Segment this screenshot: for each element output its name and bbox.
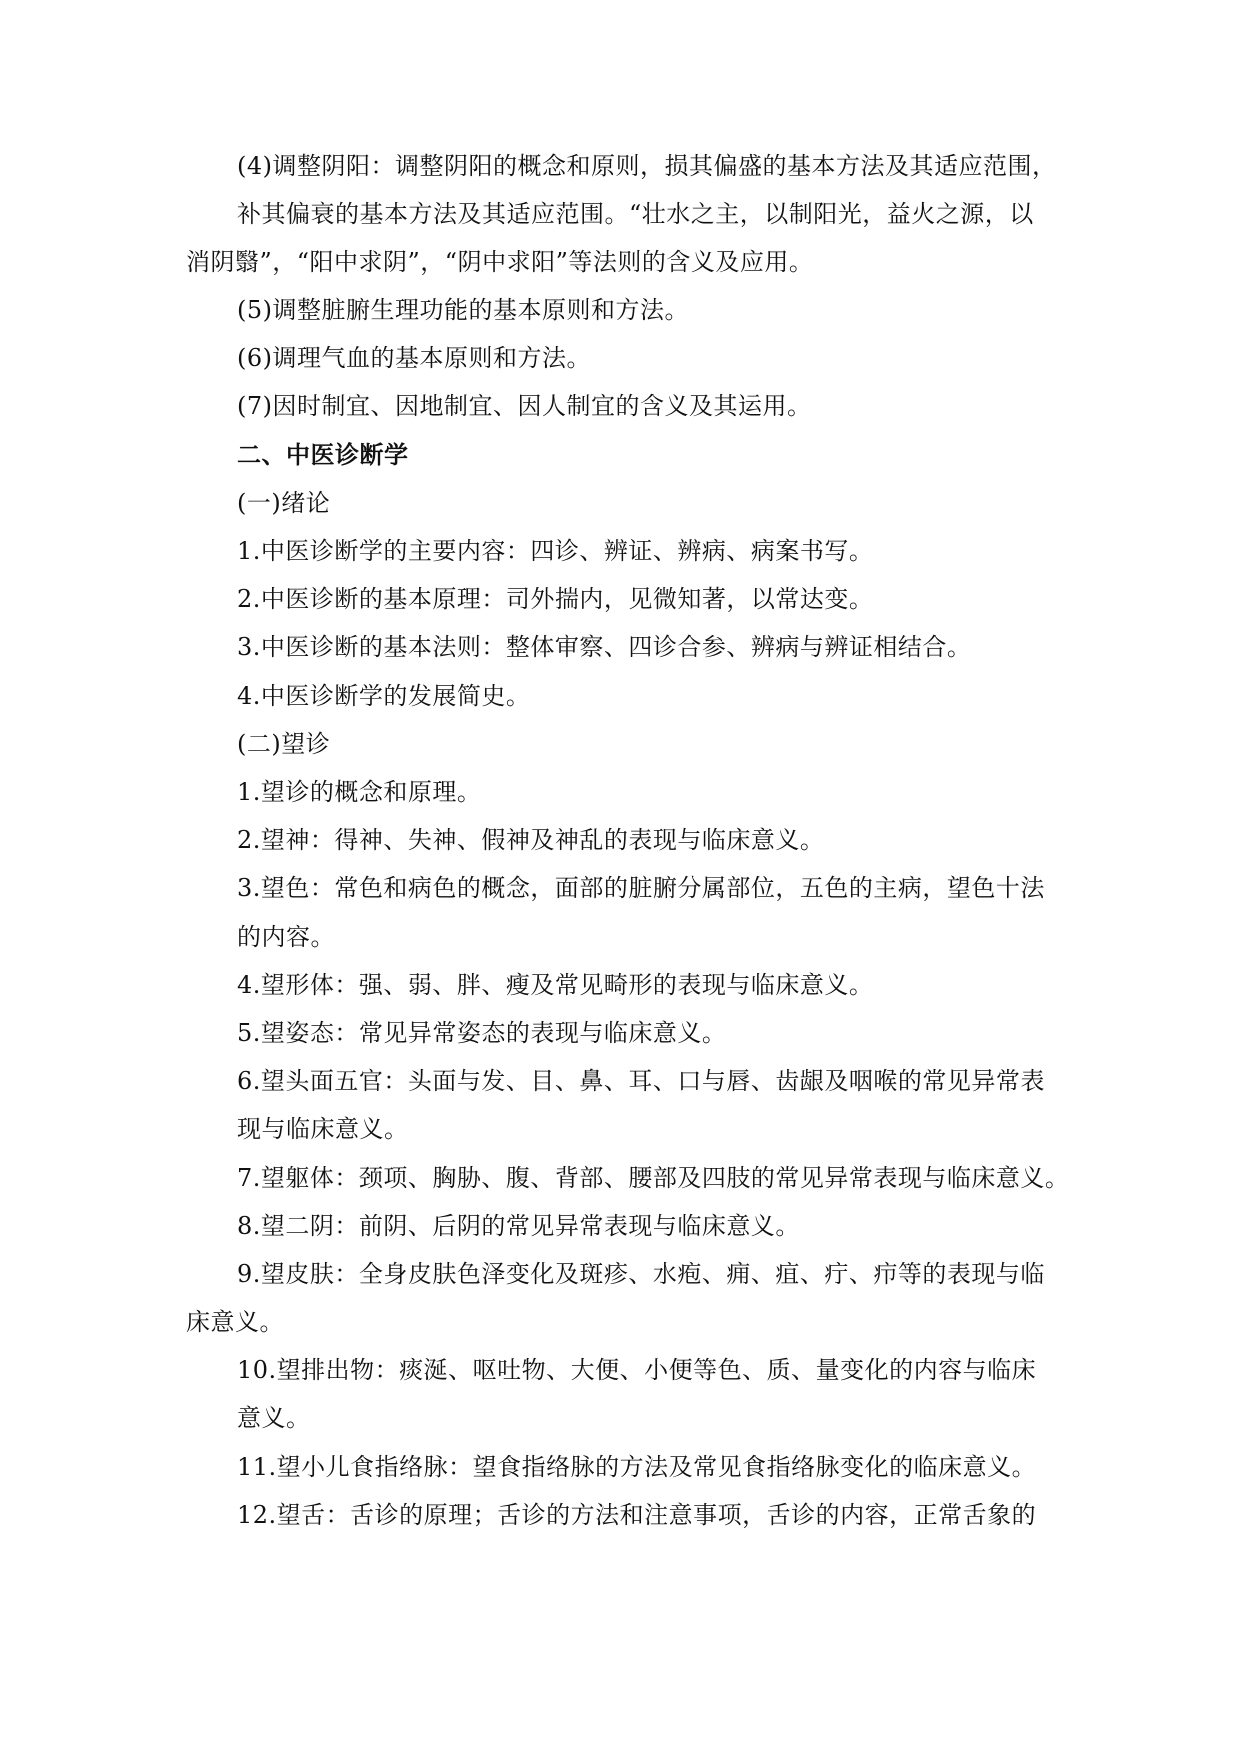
text-line: 9.望皮肤：全身皮肤色泽变化及斑疹、水疱、痈、疽、疔、疖等的表现与临 xyxy=(237,1260,1045,1288)
subsection-heading: (一)绪论 xyxy=(237,489,331,517)
text-line: 8.望二阴：前阴、后阴的常见异常表现与临床意义。 xyxy=(237,1212,800,1240)
text-line: 意义。 xyxy=(237,1404,311,1432)
text-line: 12.望舌：舌诊的原理；舌诊的方法和注意事项，舌诊的内容，正常舌象的 xyxy=(237,1501,1037,1529)
text-line: 1.望诊的概念和原理。 xyxy=(237,778,482,806)
text-line: (4)调整阴阳：调整阴阳的概念和原则，损其偏盛的基本方法及其适应范围， xyxy=(237,152,1057,180)
text-line: 2.望神：得神、失神、假神及神乱的表现与临床意义。 xyxy=(237,826,825,854)
text-line: 6.望头面五官：头面与发、目、鼻、耳、口与唇、齿龈及咽喉的常见异常表 xyxy=(237,1067,1045,1095)
text-line: (6)调理气血的基本原则和方法。 xyxy=(237,344,591,372)
text-line: 4.望形体：强、弱、胖、瘦及常见畸形的表现与临床意义。 xyxy=(237,971,874,999)
section-heading: 二、中医诊断学 xyxy=(237,441,409,469)
text-line: 5.望姿态：常见异常姿态的表现与临床意义。 xyxy=(237,1019,727,1047)
text-line: 10.望排出物：痰涎、呕吐物、大便、小便等色、质、量变化的内容与临床 xyxy=(237,1356,1037,1384)
text-line: 4.中医诊断学的发展简史。 xyxy=(237,682,531,710)
text-line: 11.望小儿食指络脉：望食指络脉的方法及常见食指络脉变化的临床意义。 xyxy=(237,1453,1037,1481)
text-line: (7)因时制宜、因地制宜、因人制宜的含义及其运用。 xyxy=(237,392,812,420)
text-line: 1.中医诊断学的主要内容：四诊、辨证、辨病、病案书写。 xyxy=(237,537,874,565)
text-line: (5)调整脏腑生理功能的基本原则和方法。 xyxy=(237,296,689,324)
text-line: 消阴翳”，“阳中求阴”，“阴中求阳”等法则的含义及应用。 xyxy=(186,248,814,276)
text-line: 3.中医诊断的基本法则：整体审察、四诊合参、辨病与辨证相结合。 xyxy=(237,633,972,661)
text-line: 补其偏衰的基本方法及其适应范围。“壮水之主，以制阳光，益火之源，以 xyxy=(237,200,1034,228)
text-line: 的内容。 xyxy=(237,923,335,951)
text-line: 床意义。 xyxy=(186,1308,284,1336)
subsection-heading: (二)望诊 xyxy=(237,730,331,758)
text-line: 2.中医诊断的基本原理：司外揣内，见微知著，以常达变。 xyxy=(237,585,874,613)
text-line: 7.望躯体：颈项、胸胁、腹、背部、腰部及四肢的常见异常表现与临床意义。 xyxy=(237,1164,1070,1192)
text-line: 3.望色：常色和病色的概念，面部的脏腑分属部位，五色的主病，望色十法 xyxy=(237,874,1045,902)
text-line: 现与临床意义。 xyxy=(237,1115,409,1143)
